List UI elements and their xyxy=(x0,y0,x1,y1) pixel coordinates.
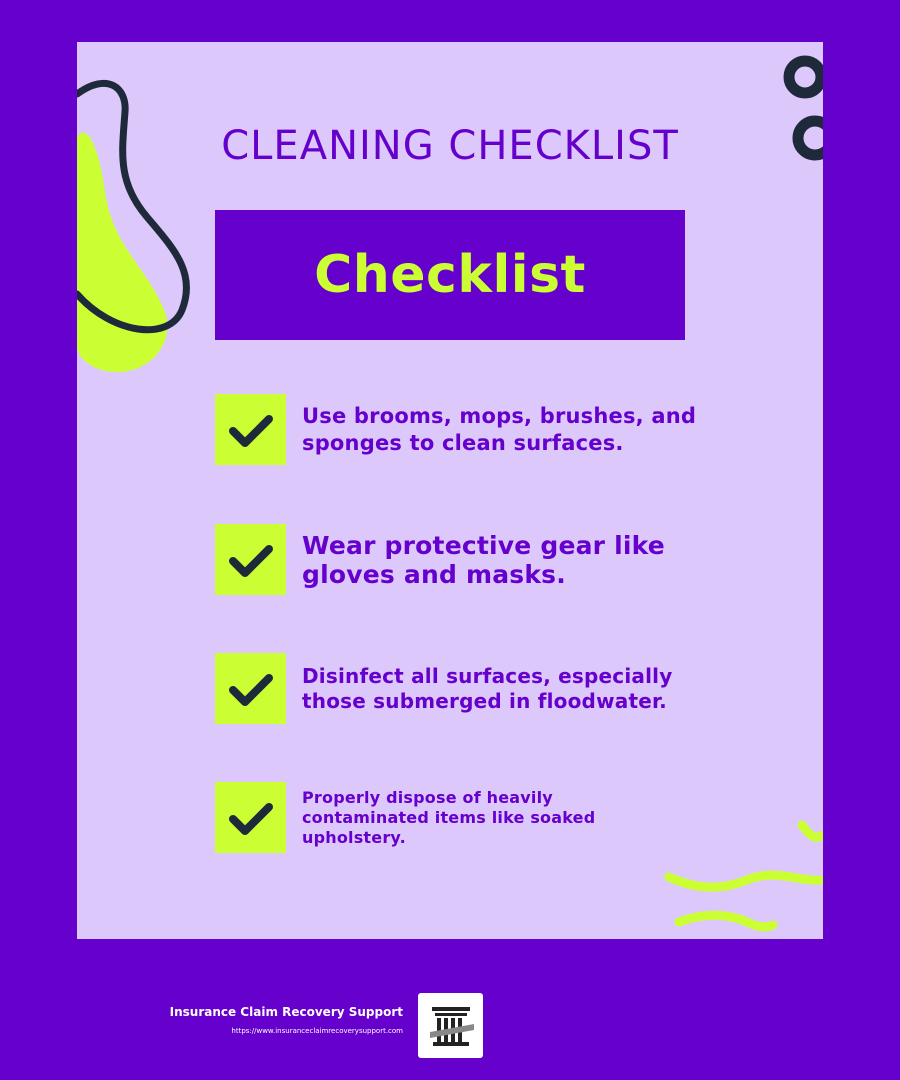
check-icon xyxy=(228,795,274,841)
checkbox xyxy=(215,653,286,724)
pillar-logo-icon xyxy=(426,1001,476,1051)
checkbox xyxy=(215,524,286,595)
checklist-item-text: Use brooms, mops, brushes, and sponges to clean surfaces. xyxy=(302,403,697,455)
lime-squiggle-top xyxy=(669,875,823,887)
lime-squiggle-bottom xyxy=(679,915,773,927)
check-icon xyxy=(228,666,274,712)
check-icon xyxy=(228,537,274,583)
checklist-item xyxy=(215,524,775,595)
dark-loop-shape xyxy=(77,83,187,329)
check-icon xyxy=(228,407,274,453)
company-logo xyxy=(418,993,483,1058)
dark-ring-top xyxy=(789,61,821,93)
footer-url[interactable]: https://www.insuranceclaimrecoverysupport.com xyxy=(231,1027,403,1035)
checklist-item-text: Disinfect all surfaces, especially those submerged in floodwater. xyxy=(302,663,673,713)
banner-label: Checklist xyxy=(314,245,586,305)
checkbox xyxy=(215,782,286,853)
checklist-card xyxy=(77,42,823,939)
lime-squiggle-small xyxy=(802,825,823,837)
checklist-item xyxy=(215,653,775,724)
page-title: CLEANING CHECKLIST xyxy=(221,123,679,169)
checklist-item xyxy=(215,394,775,465)
checklist-item xyxy=(215,782,775,853)
checklist-item-text: Wear protective gear like gloves and masks. xyxy=(302,530,665,589)
checklist-banner xyxy=(215,210,685,340)
checkbox xyxy=(215,394,286,465)
footer-company-name: Insurance Claim Recovery Support xyxy=(169,1005,403,1019)
footer xyxy=(170,1003,403,1035)
checklist-item-text: Properly dispose of heavily contaminated items like soaked upholstery. xyxy=(302,787,596,847)
